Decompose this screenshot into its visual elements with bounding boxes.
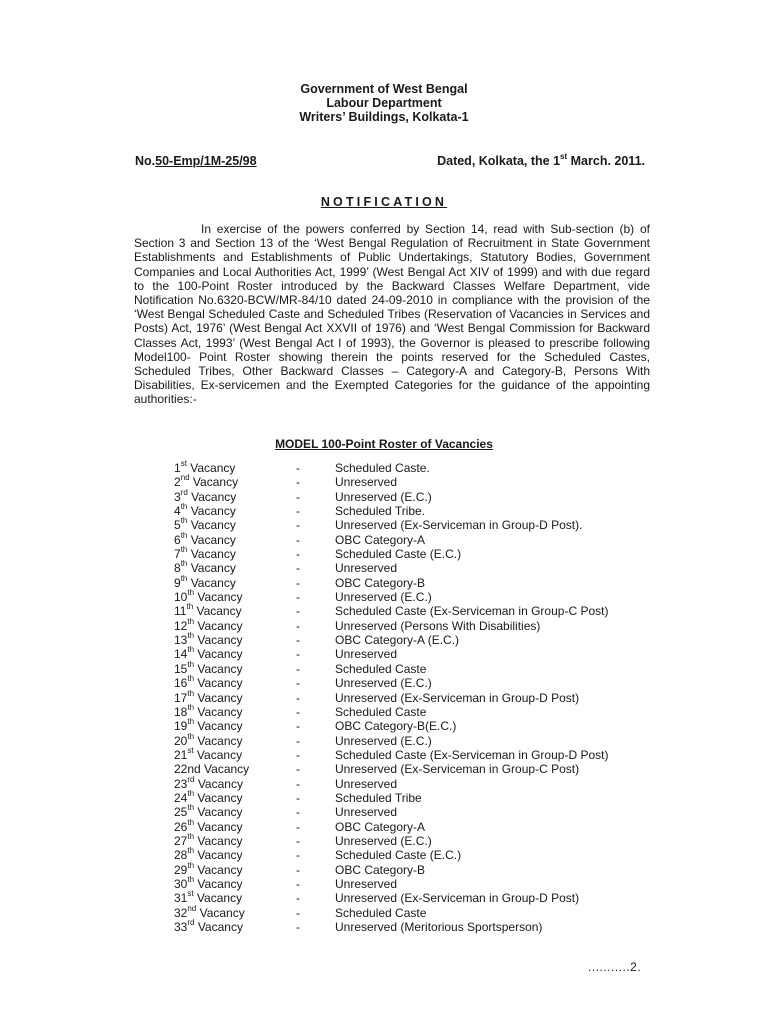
vacancy-label: 20th Vacancy [174,731,243,748]
separator-dash: - [296,862,300,877]
roster-row [174,561,654,575]
separator-dash: - [296,604,300,619]
separator-dash: - [296,489,300,504]
reservation-category: Unreserved (E.C.) [335,833,432,848]
reservation-category: Unreserved [335,805,398,820]
roster-row [174,817,654,834]
reservation-category: OBC Category-A (E.C.) [335,633,460,648]
roster-row [174,874,654,891]
vacancy-label: 1st Vacancy [174,459,236,475]
vacancy-label: 14th Vacancy [174,645,243,662]
roster-row [174,903,654,920]
separator-dash: - [296,575,300,590]
reservation-category: OBC Category-A [335,819,426,834]
separator-dash: - [296,876,300,891]
reservation-category: Unreserved (Ex-Serviceman in Group-D Post) [335,690,580,705]
vacancy-label: 8th Vacancy [174,559,236,576]
reservation-category: Scheduled Tribe. [335,504,426,519]
reservation-category: Scheduled Caste (E.C.) [335,547,462,562]
date-prefix: Dated, Kolkata, the 1 [437,154,561,168]
office-address: Writers’ Buildings, Kolkata-1 [299,110,469,124]
separator-dash: - [296,690,300,705]
vacancy-label: 24th Vacancy [174,788,243,805]
separator-dash: - [296,790,300,805]
reservation-category: Scheduled Tribe [335,790,422,805]
reservation-category: Unreserved [335,647,398,662]
reservation-category: Unreserved [335,561,398,576]
vacancy-label: 7th Vacancy [174,545,236,562]
roster-row [174,659,654,676]
vacancy-label: 31st Vacancy [174,889,243,906]
reservation-category: Unreserved (Meritorious Sportsperson) [335,920,543,934]
vacancy-label: 13th Vacancy [174,631,243,648]
roster-row [174,461,654,475]
reservation-category: Unreserved [335,475,398,490]
roster-row [174,831,654,848]
roster-row [174,547,654,561]
roster-list [174,461,654,934]
vacancy-label: 29th Vacancy [174,860,243,877]
notification-date [437,151,645,168]
separator-dash: - [296,719,300,734]
roster-row [174,475,654,489]
separator-dash: - [296,762,300,777]
separator-dash: - [296,891,300,906]
vacancy-label: 9th Vacancy [174,573,236,590]
roster-row [174,573,654,590]
roster-row [174,487,654,504]
vacancy-label: 33rd Vacancy [174,918,243,934]
separator-dash: - [296,747,300,762]
separator-dash: - [296,805,300,820]
vacancy-label: 16th Vacancy [174,674,243,691]
roster-row [174,805,654,819]
roster-row [174,688,654,705]
vacancy-label: 27th Vacancy [174,831,243,848]
reservation-category: Unreserved (Persons With Disabilities) [335,618,541,633]
reservation-category: Unreserved [335,876,398,891]
page-continuation: ...........2. [588,960,642,974]
vacancy-label: 3rd Vacancy [174,487,237,504]
vacancy-label: 22nd Vacancy [174,762,250,777]
letterhead [0,82,768,124]
separator-dash: - [296,920,300,934]
reservation-category: Scheduled Caste. [335,461,430,475]
roster-row [174,745,654,762]
roster-row [174,616,654,633]
reference-number-value: 50-Emp/1M-25/98 [155,154,257,168]
date-suffix: March. 2011. [567,154,645,168]
separator-dash: - [296,461,300,475]
vacancy-label: 25th Vacancy [174,803,243,820]
separator-dash: - [296,633,300,648]
vacancy-label: 32nd Vacancy [174,903,245,920]
notification-body: In exercise of the powers conferred by Section 14, read with Sub-section (b) of Section 3 and Section 13 of the ‘West Bengal Regulation of Recruitment in State Government Establishments and Establishments of Public Undertakings, Statutory Bodies, Government Companies and Local Authorities Act, 1999’ (West Bengal Act XIV of 1999) and with due regard to the 100-Point Roster introduced by the Backward Classes Welfare Department, vide Notification No.6320-BCW/MR-84/10 dated 24-09-2010 in compliance with the provision of the ‘West Bengal Scheduled Caste and Scheduled Tribes (Reservation of Vacancies in Services and Posts) Act, 1976’ (West Bengal Act XXVII of 1976) and ‘West Bengal Commission for Backward Classes Act, 1993’ (West Bengal Act I of 1993), the Governor is pleased to prescribe following Model100- Point Roster showing therein the points reserved for the Scheduled Castes, Scheduled Tribes, Other Backward Classes – Category-A and Category-B, Persons With Disabilities, Ex-servicemen and the Exempted Categories for the guidance of the appointing authorities:- [134,222,650,407]
separator-dash: - [296,676,300,691]
separator-dash: - [296,733,300,748]
roster-row [174,702,654,719]
roster-row [174,647,654,661]
roster-row [174,848,654,862]
vacancy-label: 19th Vacancy [174,717,243,734]
roster-row [174,633,654,647]
reservation-category: Unreserved (E.C.) [335,590,432,605]
separator-dash: - [296,833,300,848]
vacancy-label: 21st Vacancy [174,745,243,762]
separator-dash: - [296,518,300,533]
date-ordinal: st [560,151,568,161]
roster-row [174,504,654,518]
separator-dash: - [296,704,300,719]
vacancy-label: 5th Vacancy [174,516,236,533]
reservation-category: Unreserved (E.C.) [335,489,432,504]
reservation-category: OBC Category-A [335,532,426,547]
roster-row [174,920,654,934]
vacancy-label: 2nd Vacancy [174,473,239,490]
reservation-category: Scheduled Caste (E.C.) [335,848,462,863]
department-name: Labour Department [326,96,442,110]
separator-dash: - [296,776,300,791]
reservation-category: OBC Category-B [335,862,426,877]
roster-row [174,604,654,618]
vacancy-label: 15th Vacancy [174,659,243,676]
roster-row [174,676,654,690]
separator-dash: - [296,661,300,676]
reservation-category: Scheduled Caste [335,704,427,719]
roster-row [174,719,654,733]
vacancy-label: 26th Vacancy [174,817,243,834]
roster-row [174,530,654,547]
vacancy-label: 11th Vacancy [174,602,242,619]
reservation-category: OBC Category-B(E.C.) [335,719,457,734]
vacancy-label: 18th Vacancy [174,702,243,719]
separator-dash: - [296,547,300,562]
separator-dash: - [296,532,300,547]
government-name: Government of West Bengal [300,82,468,96]
separator-dash: - [296,848,300,863]
separator-dash: - [296,647,300,662]
vacancy-label: 23rd Vacancy [174,774,243,791]
reservation-category: Unreserved (Ex-Serviceman in Group-D Post) [335,891,580,906]
vacancy-label: 4th Vacancy [174,502,236,519]
roster-row [174,891,654,905]
reservation-category: Scheduled Caste (Ex-Serviceman in Group-C Post) [335,604,609,619]
vacancy-label: 6th Vacancy [174,530,236,547]
separator-dash: - [296,561,300,576]
separator-dash: - [296,590,300,605]
reservation-category: Unreserved (Ex-Serviceman in Group-C Post) [335,762,580,777]
reference-number [135,154,257,168]
reference-number-prefix: No. [135,154,156,168]
roster-row [174,731,654,748]
roster-row [174,774,654,791]
reservation-category: Unreserved (E.C.) [335,676,432,691]
vacancy-label: 10th Vacancy [174,588,243,605]
reservation-category: Scheduled Caste [335,661,427,676]
roster-row [174,860,654,877]
vacancy-label: 30th Vacancy [174,874,243,891]
reservation-category: Scheduled Caste [335,905,427,920]
roster-row [174,590,654,604]
separator-dash: - [296,618,300,633]
roster-title: MODEL 100-Point Roster of Vacancies [275,437,493,451]
reservation-category: Unreserved (E.C.) [335,733,432,748]
notification-title: NOTIFICATION [320,195,448,209]
reservation-category: Unreserved (Ex-Serviceman in Group-D Post). [335,518,583,533]
vacancy-label: 28th Vacancy [174,846,243,863]
reservation-category: Unreserved [335,776,398,791]
separator-dash: - [296,819,300,834]
roster-row [174,762,654,776]
vacancy-label: 12th Vacancy [174,616,243,633]
roster-row [174,788,654,805]
reservation-category: OBC Category-B [335,575,426,590]
separator-dash: - [296,475,300,490]
roster-row [174,518,654,532]
separator-dash: - [296,905,300,920]
separator-dash: - [296,504,300,519]
vacancy-label: 17th Vacancy [174,688,243,705]
reservation-category: Scheduled Caste (Ex-Serviceman in Group-D Post) [335,747,609,762]
